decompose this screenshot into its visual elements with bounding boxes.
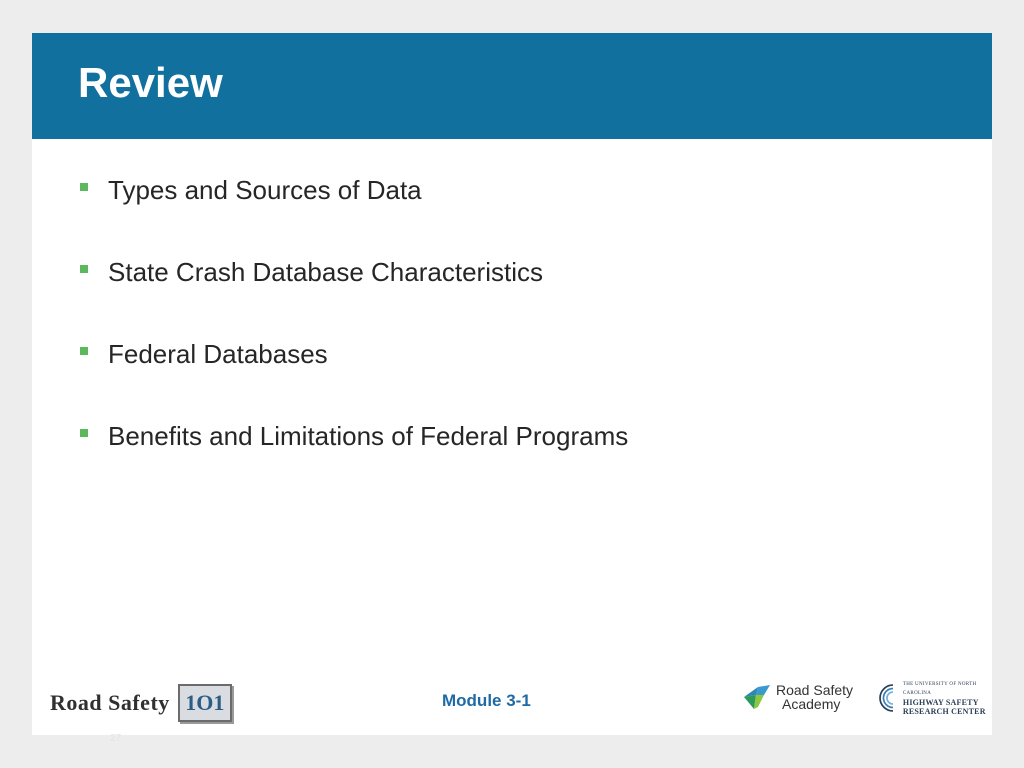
slide-title: Review [78, 59, 223, 106]
hsrc-line3: RESEARCH CENTER [902, 707, 986, 716]
square-bullet-icon [80, 265, 88, 273]
academy-line1: Road Safety [776, 682, 854, 698]
bullet-item [80, 173, 628, 255]
title-bar [32, 33, 992, 139]
footer [32, 673, 992, 744]
hsrc-line1: THE UNIVERSITY OF NORTH CAROLINA [902, 682, 977, 696]
bullet-item [80, 255, 628, 337]
module-label: Module 3-1 [442, 691, 531, 710]
bullet-text: Federal Databases [108, 339, 328, 369]
square-bullet-icon [80, 183, 88, 191]
hsrc-logo [874, 679, 992, 717]
road-safety-academy-logo [742, 683, 853, 711]
hsrc-line2: HIGHWAY SAFETY [902, 698, 979, 707]
logo-text: Road Safety [50, 690, 170, 715]
slide [32, 33, 992, 744]
academy-line2: Academy [782, 696, 841, 712]
road-arrow-icon [742, 683, 772, 711]
logo-badge: 1O1 [178, 684, 232, 722]
bullet-text: Types and Sources of Data [108, 175, 422, 205]
bullet-item [80, 419, 628, 501]
bullet-text: Benefits and Limitations of Federal Programs [108, 421, 629, 451]
bullet-item [80, 337, 628, 419]
bullet-text: State Crash Database Characteristics [108, 257, 543, 287]
square-bullet-icon [80, 429, 88, 437]
hsrc-swirl-icon [874, 679, 900, 717]
road-safety-101-logo [50, 682, 232, 724]
bullet-list [80, 173, 628, 501]
square-bullet-icon [80, 347, 88, 355]
slide-number: 27 [110, 733, 122, 744]
